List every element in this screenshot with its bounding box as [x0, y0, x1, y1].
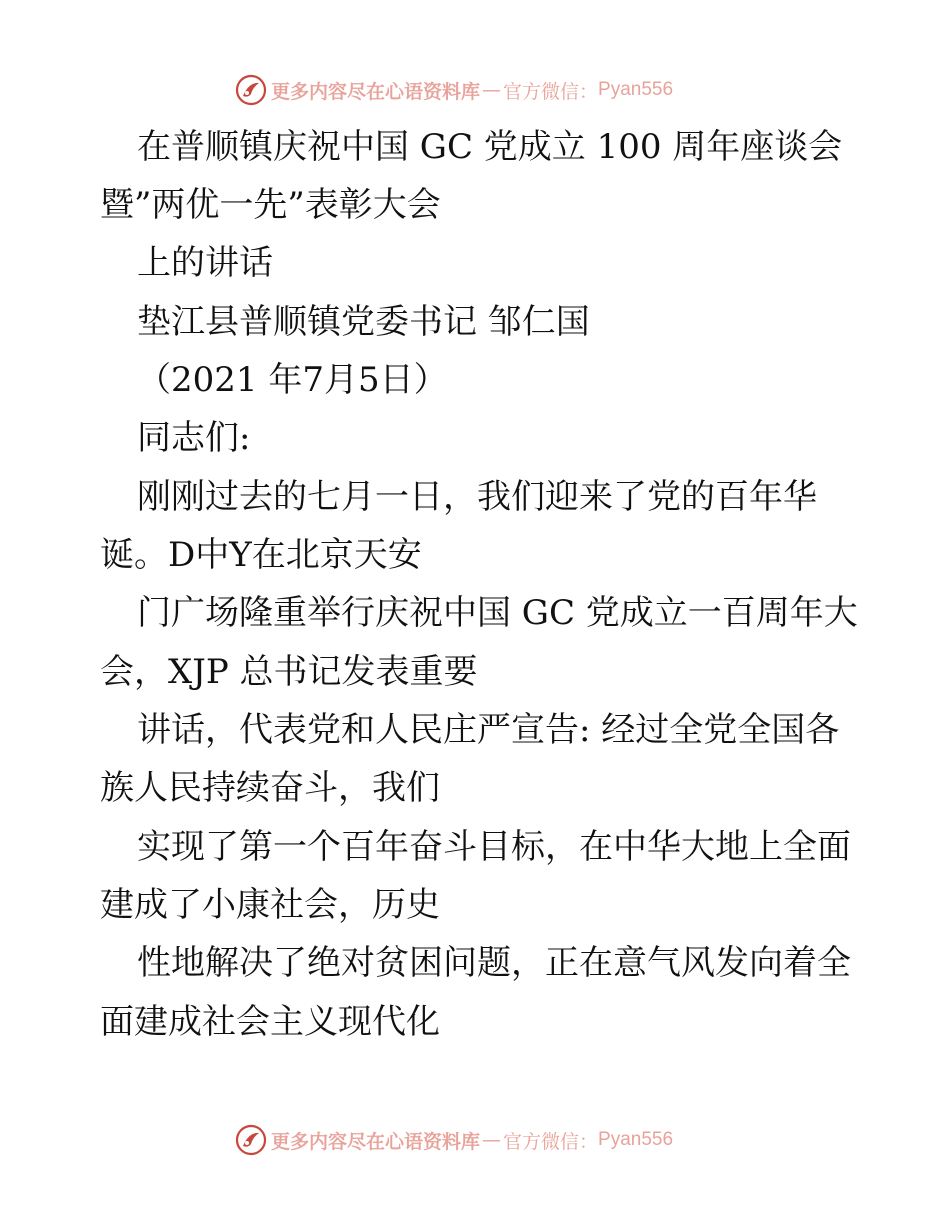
paragraph-line: 性地解决了绝对贫困问题，正在意气风发向着全	[137, 943, 851, 983]
document-date: （2021 年7月5日）	[137, 360, 448, 400]
paragraph-line: 建成了小康社会，历史	[100, 885, 440, 925]
paragraph-line: 族人民持续奋斗，我们	[100, 768, 440, 808]
paragraph-line: 实现了第一个百年奋斗目标，在中华大地上全面	[137, 827, 851, 867]
watermark-wechat-label: 官方微信：	[503, 1130, 599, 1153]
logo-icon	[235, 1124, 267, 1156]
document-author: 垫江县普顺镇党委书记 邹仁国	[137, 302, 590, 342]
paragraph-line: 刚刚过去的七月一日，我们迎来了党的百年华	[137, 477, 817, 517]
watermark-wechat-id: Pyan556	[598, 1129, 674, 1150]
document-title-line-2: 暨”两优一先”表彰大会	[100, 185, 441, 225]
paragraph-line: 讲话，代表党和人民庄严宣告: 经过全党全国各	[137, 710, 840, 750]
document-title-line-3: 上的讲话	[137, 243, 273, 283]
watermark-header	[235, 73, 673, 107]
document-salutation: 同志们:	[137, 418, 251, 458]
watermark-footer	[235, 1123, 673, 1157]
watermark-dash: —	[482, 79, 502, 101]
logo-icon	[235, 74, 267, 106]
watermark-dash: —	[482, 1129, 502, 1151]
watermark-site-text: 更多内容尽在心语资料库	[271, 80, 481, 103]
paragraph-line: 面建成社会主义现代化	[100, 1002, 440, 1042]
watermark-site-text: 更多内容尽在心语资料库	[271, 1130, 481, 1153]
watermark-wechat-id: Pyan556	[598, 79, 674, 100]
document-title-line-1: 在普顺镇庆祝中国 GC 党成立 100 周年座谈会	[137, 127, 843, 167]
paragraph-line: 会，XJP 总书记发表重要	[100, 652, 478, 692]
paragraph-line: 诞。D中Y在北京天安	[100, 535, 422, 575]
paragraph-line: 门广场隆重举行庆祝中国 GC 党成立一百周年大	[137, 593, 858, 633]
watermark-wechat-label: 官方微信：	[503, 80, 599, 103]
